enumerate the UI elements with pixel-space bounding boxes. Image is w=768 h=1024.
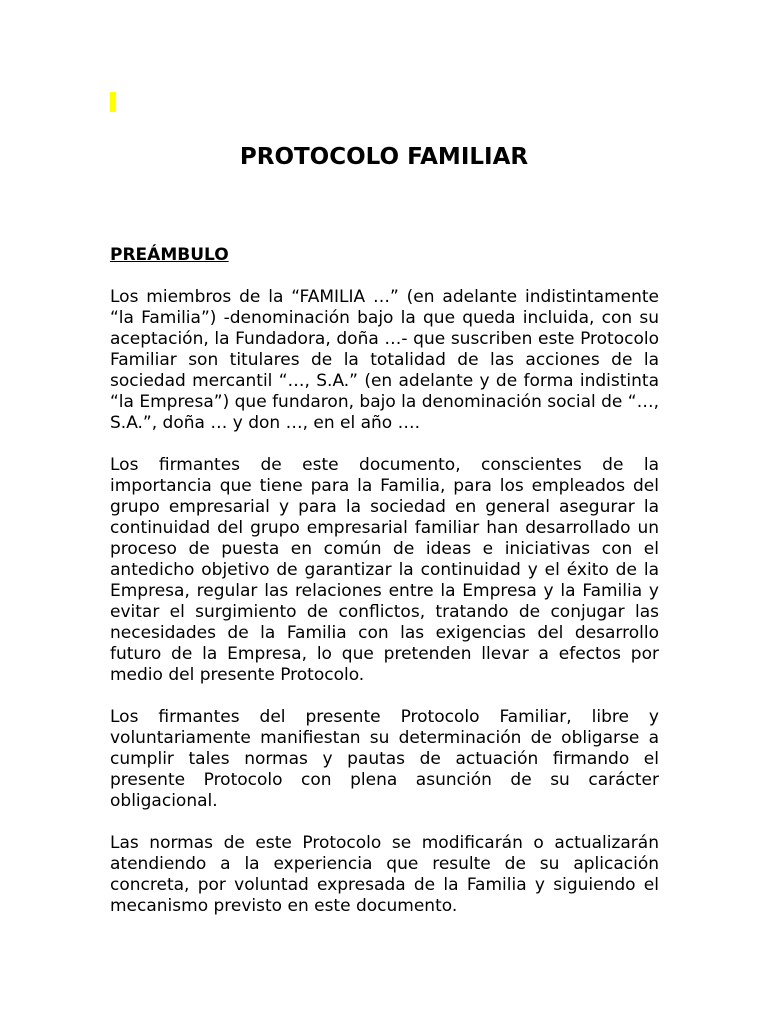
paragraph-2: Los firmantes de este documento, conscientes de la importancia que tiene para la Familia, para los empleados del grupo empresarial y para la sociedad en general asegurar la continuidad del grupo empresarial familiar han desarrollado un proceso de puesta en común de ideas e iniciativas con el antedicho objetivo de garantizar la continuidad y el éxito de la Empresa, regular las relaciones entre la Empresa y la Familia y evitar el surgimiento de conflictos, tratando de conjugar las necesidades de la Familia con las exigencias del desarrollo futuro de la Empresa, lo que pretenden llevar a efectos por medio del presente Protocolo. [110, 455, 659, 685]
paragraph-4: Las normas de este Protocolo se modificarán o actualizarán atendiendo a la experiencia que resulte de su aplicación concreta, por voluntad expresada de la Familia y siguiendo el mecanismo previsto en este documento. [110, 833, 659, 916]
document-title: PROTOCOLO FAMILIAR [239, 144, 529, 170]
yellow-highlight-mark [110, 92, 116, 112]
document-body [110, 245, 659, 938]
paragraph-1: Los miembros de la “FAMILIA …” (en adelante indistintamente “la Familia”) -denominación bajo la que queda incluida, con su aceptación, la Fundadora, doña …- que suscriben este Protocolo Familiar son titulares de la totalidad de las acciones de la sociedad mercantil “…, S.A.” (en adelante y de forma indistinta “la Empresa”) que fundaron, bajo la denominación social de “…, S.A.”, doña … y don …, en el año …. [110, 287, 659, 433]
paragraph-3: Los firmantes del presente Protocolo Familiar, libre y voluntariamente manifiestan su determinación de obligarse a cumplir tales normas y pautas de actuación firmando el presente Protocolo con plena asunción de su carácter obligacional. [110, 707, 659, 811]
section-heading-preambulo: PREÁMBULO [110, 245, 229, 265]
